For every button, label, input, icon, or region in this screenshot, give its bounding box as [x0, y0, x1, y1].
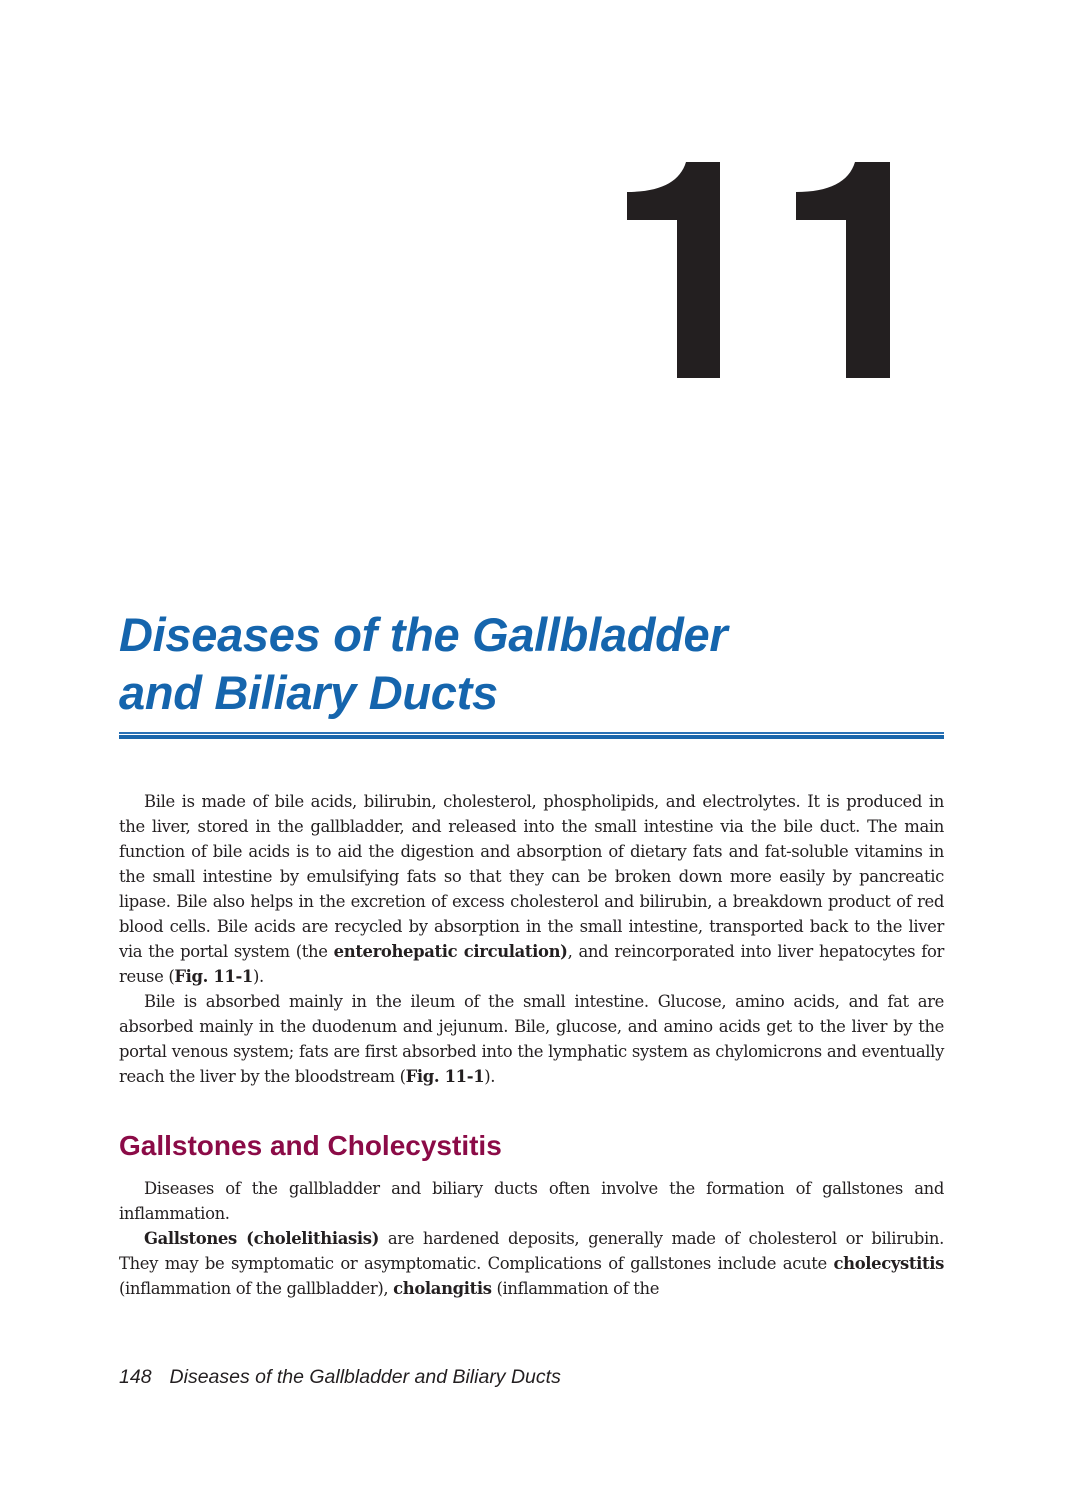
term-enterohepatic-circulation: enterohepatic circulation) [333, 942, 568, 961]
text-run: ). [484, 1067, 496, 1086]
text-run: (inflammation of the [491, 1279, 660, 1298]
chapter-title-line-1: Diseases of the Gallbladder [119, 608, 728, 661]
text-run: Bile is absorbed mainly in the ileum of the small intestine. Glucose, amino acids, and fat are absorbed mainly in the duodenum and jejunum. Bile, glucose, and amino acids get to the liver by the portal venous system; fats are first absorbed into the lymphatic system as chylomicrons and eventually reach the liver by the bloodstream ( [119, 992, 944, 1086]
text-run: ). [252, 967, 264, 986]
digit-one-right [796, 162, 890, 378]
digit-one-left [627, 162, 720, 378]
figure-reference: Fig. 11-1 [405, 1067, 485, 1086]
section-paragraph-2 [119, 1226, 944, 1301]
figure-reference: Fig. 11-1 [174, 967, 253, 986]
title-rule-thin [119, 732, 944, 734]
chapter-title [119, 606, 949, 722]
page-number: 148 [119, 1366, 152, 1388]
term-cholecystitis: cholecystitis [833, 1254, 944, 1273]
term-gallstones: Gallstones (cholelithiasis) [144, 1229, 380, 1248]
intro-paragraph-2 [119, 989, 944, 1089]
page-footer [119, 1364, 561, 1390]
text-run: , and reincorporated into liver hepatocytes for reuse ( [119, 942, 945, 986]
section-paragraph-1: Diseases of the gallbladder and biliary ducts often involve the formation of gallstones and inflammation. [119, 1179, 944, 1223]
text-run: are hardened deposits, generally made of cholesterol or bilirubin. They may be symptomatic or asymptomatic. Complications of gallstones include acute [119, 1229, 944, 1273]
chapter-number-graphic [600, 120, 920, 410]
text-run: (inflammation of the gallbladder), [119, 1279, 394, 1298]
running-title: Diseases of the Gallbladder and Biliary Ducts [169, 1366, 561, 1388]
title-rule-thick [119, 735, 944, 739]
term-cholangitis: cholangitis [393, 1279, 492, 1298]
intro-text [119, 789, 944, 1089]
text-run: Bile is made of bile acids, bilirubin, cholesterol, phospholipids, and electrolytes. It is produced in the liver, stored in the gallbladder, and released into the small intestine via the bile duct. The main function of bile acids is to aid the digestion and absorption of dietary fats and fat-soluble vitamins in the small intestine by emulsifying fats so that they can be broken down more easily by pancreatic lipase. Bile also helps in the excretion of excess cholesterol and bilirubin, a breakdown product of red blood cells. Bile acids are recycled by absorption in the small intestine, transported back to the liver via the portal system (the [119, 792, 944, 961]
section-text [119, 1176, 944, 1301]
intro-paragraph-1 [119, 789, 944, 989]
chapter-number [600, 120, 920, 410]
chapter-title-line-2: and Biliary Ducts [119, 666, 498, 719]
section-heading: Gallstones and Cholecystitis [119, 1130, 502, 1161]
